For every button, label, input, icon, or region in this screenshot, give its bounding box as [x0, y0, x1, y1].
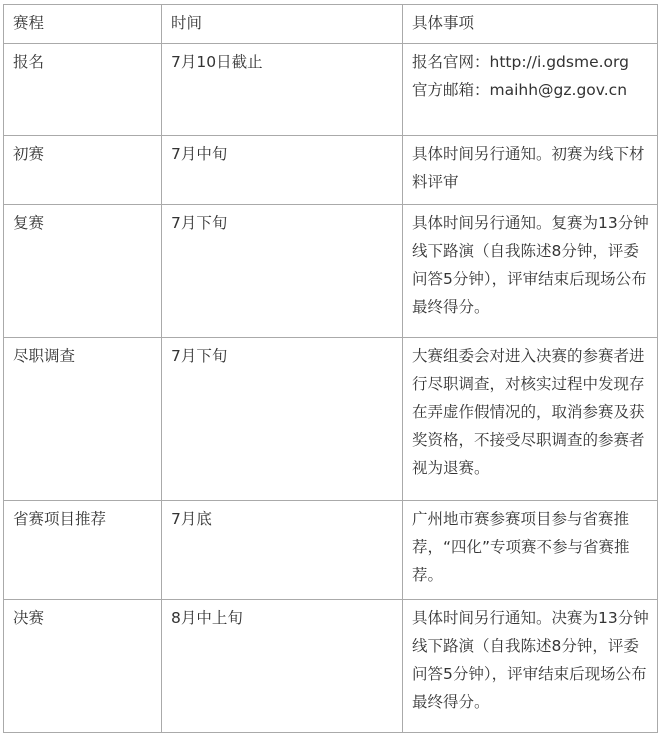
details-cell [403, 205, 658, 338]
time-cell: 8月中上旬 [162, 600, 403, 733]
details-text: 具体时间另行通知。初赛为线下材料评审 [412, 145, 645, 191]
stage-cell: 报名 [4, 44, 162, 136]
details-text: 具体时间另行通知。复赛为13分钟线下路演（自我陈述8分钟，评委问答5分钟），评审结束后现场公布最终得分。 [412, 214, 649, 316]
stage-cell: 复赛 [4, 205, 162, 338]
details-cell [403, 600, 658, 733]
table-row [4, 136, 658, 205]
details-text: 大赛组委会对进入决赛的参赛者进行尽职调查，对核实过程中发现存在弄虚作假情况的，取消参赛及获奖资格，不接受尽职调查的参赛者视为退赛。 [412, 347, 645, 477]
details-cell [403, 501, 658, 600]
stage-cell: 尽职调查 [4, 338, 162, 501]
schedule-table [3, 4, 658, 733]
details-text: 广州地市赛参赛项目参与省赛推荐，“四化”专项赛不参与省赛推荐。 [412, 510, 630, 584]
header-time: 时间 [162, 5, 403, 44]
time-cell: 7月中旬 [162, 136, 403, 205]
table-row [4, 338, 658, 501]
table-row [4, 501, 658, 600]
header-details: 具体事项 [403, 5, 658, 44]
table-body [4, 44, 658, 733]
details-cell [403, 136, 658, 205]
details-cell [403, 338, 658, 501]
registration-website: 报名官网：http://i.gdsme.org [412, 53, 629, 71]
stage-cell: 决赛 [4, 600, 162, 733]
header-stage: 赛程 [4, 5, 162, 44]
official-email: 官方邮箱：maihh@gz.gov.cn [412, 81, 628, 99]
details-cell [403, 44, 658, 136]
table-header [4, 5, 658, 44]
time-cell: 7月底 [162, 501, 403, 600]
details-text: 具体时间另行通知。决赛为13分钟线下路演（自我陈述8分钟，评委问答5分钟），评审结束后现场公布最终得分。 [412, 609, 649, 711]
stage-cell: 初赛 [4, 136, 162, 205]
time-cell: 7月下旬 [162, 338, 403, 501]
table-row [4, 44, 658, 136]
time-cell: 7月下旬 [162, 205, 403, 338]
table-row [4, 205, 658, 338]
header-row [4, 5, 658, 44]
stage-cell: 省赛项目推荐 [4, 501, 162, 600]
time-cell: 7月10日截止 [162, 44, 403, 136]
table-row [4, 600, 658, 733]
